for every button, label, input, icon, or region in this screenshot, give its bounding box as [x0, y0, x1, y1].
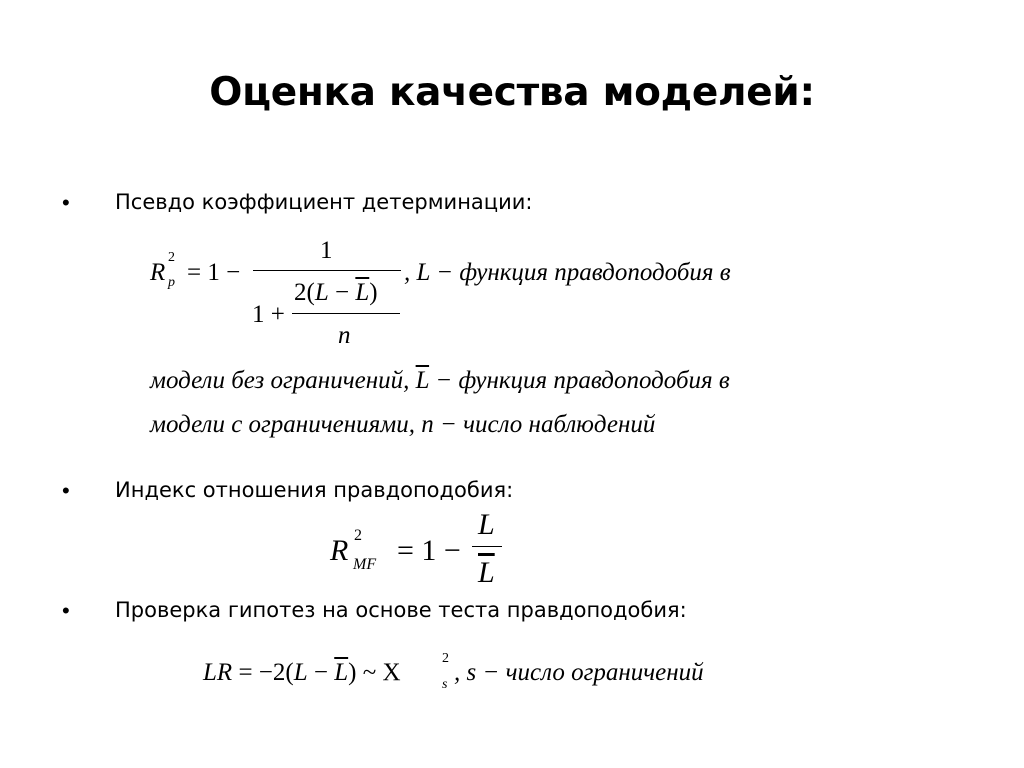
formula1-line3: модели с ограничениями, n − число наблюдений: [150, 411, 656, 438]
slide-title: Оценка качества моделей:: [209, 70, 815, 115]
bullet-text-likelihood-index: Индекс отношения правдоподобия:: [115, 478, 514, 502]
bullet-text-pseudo-r2: Псевдо коэффициент детерминации:: [115, 190, 533, 214]
formula1-numerator: 1: [320, 237, 333, 264]
formula1-tail: , L − функция правдоподобия в: [404, 259, 731, 286]
formula2-numerator: L: [478, 508, 495, 541]
formula1-fraction-bar: [253, 270, 401, 271]
formula1-sup: 2: [168, 250, 175, 265]
formula2-sub: MF: [353, 556, 377, 573]
formula1-line2: модели без ограничений, $\overline{L}$ − функция правдоподобия в: [150, 367, 730, 394]
formula2-denominator: $\overline{L}$: [478, 556, 495, 589]
formula2-lhs: R: [330, 534, 349, 567]
formula1-inner-fraction-bar: [292, 313, 400, 314]
formula1-inner-denominator: n: [338, 322, 351, 349]
formula3-tail: , s − число ограничений: [454, 659, 704, 686]
formula3-main: LR = $-2(L - \overline{L})$ ~ Χ: [203, 659, 401, 686]
formula2-sup: 2: [354, 527, 362, 544]
formula2-equals: = 1 −: [397, 534, 461, 567]
formula1-sub: p: [168, 275, 175, 290]
bullet-marker: •: [62, 190, 70, 215]
formula1-equals: = 1 −: [187, 259, 241, 286]
bullet-text-lr-test: Проверка гипотез на основе теста правдоподобия:: [115, 598, 687, 622]
formula2-fraction-bar: [472, 546, 502, 547]
formula1-lhs: R: [150, 259, 166, 286]
formula3-sub: s: [442, 677, 448, 692]
formula1-denominator-prefix: 1 +: [252, 301, 285, 328]
formula3-sup: 2: [442, 651, 449, 666]
bullet-marker: •: [62, 478, 70, 503]
formula1-inner-numerator: $2(L - \overline{L})$: [294, 279, 378, 306]
bullet-marker: •: [62, 598, 70, 623]
